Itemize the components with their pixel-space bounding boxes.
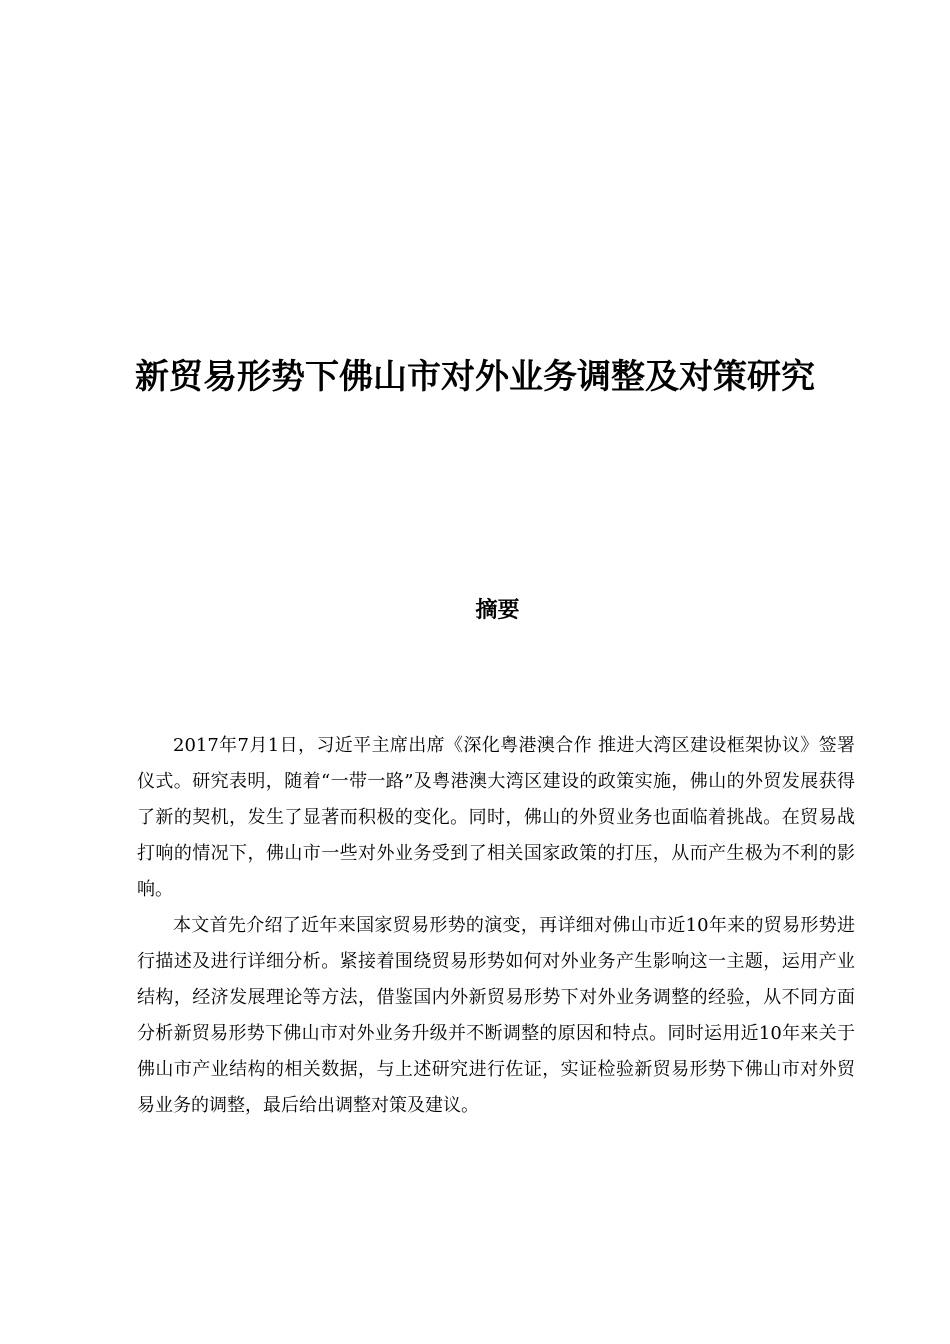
abstract-paragraph: 本文首先介绍了近年来国家贸易形势的演变，再详细对佛山市近10年来的贸易形势进行描述及进行详细分析。紧接着围绕贸易形势如何对外业务产生影响这一主题，运用产业结构，经济发展理论等方法，借鉴国内外新贸易形势下对外业务调整的经验，从不同方面分析新贸易形势下佛山市对外业务升级并不断调整的原因和特点。同时运用近10年来关于佛山市产业结构的相关数据，与上述研究进行佐证，实证检验新贸易形势下佛山市对外贸易业务的调整，最后给出调整对策及建议。 xyxy=(137,915,855,1116)
abstract-paragraph: 2017年7月1日，习近平主席出席《深化粤港澳合作 推进大湾区建设框架协议》签署仪式。研究表明，随着“一带一路”及粤港澳大湾区建设的政策实施，佛山的外贸发展获得了新的契机，发生了显著而积极的变化。同时，佛山的外贸业务也面临着挑战。在贸易战打响的情况下，佛山市一些对外业务受到了相关国家政策的打压，从而产生极为不利的影响。 xyxy=(137,735,855,900)
abstract-body xyxy=(137,728,855,1124)
abstract-heading: 摘要 xyxy=(475,598,520,623)
document-title: 新贸易形势下佛山市对外业务调整及对策研究 xyxy=(135,357,815,397)
